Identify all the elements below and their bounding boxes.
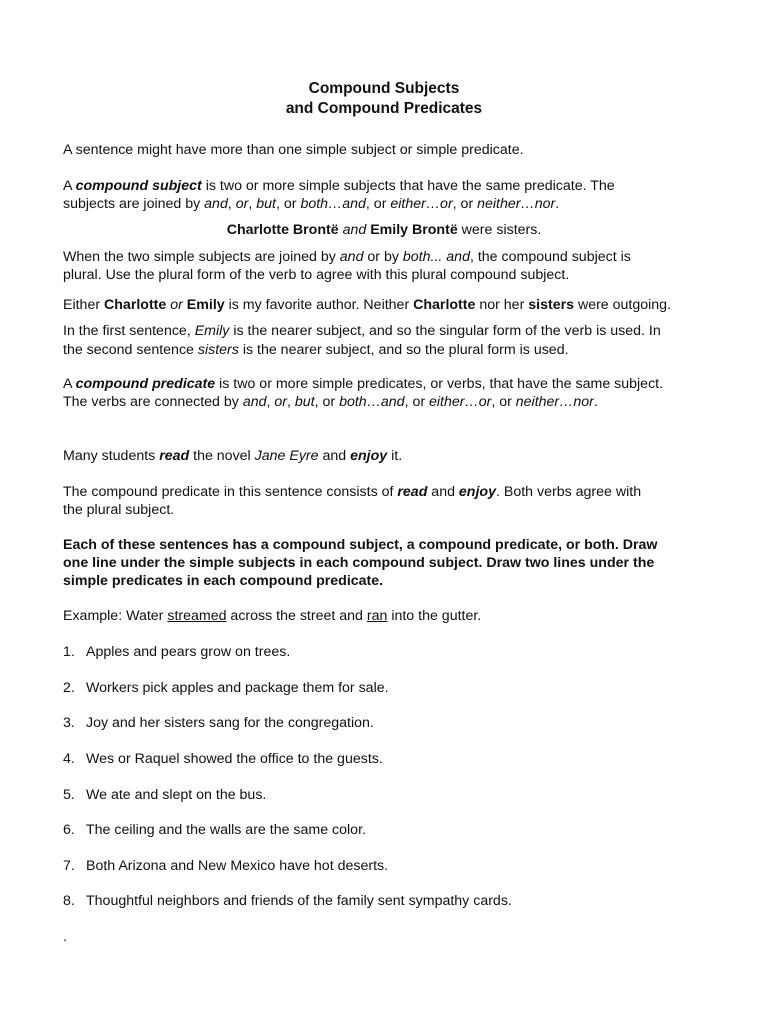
compound-subject-term: compound subject — [75, 178, 202, 194]
title-line-2: and Compound Predicates — [285, 100, 483, 117]
list-item: 5. We ate and slept on the bus. — [63, 787, 267, 803]
nearer-line-2: the second sentence sisters is the nearer subject, and so the plural form is used. — [63, 342, 569, 358]
example-sentence-either-neither: Either Charlotte or Emily is my favorite author. Neither Charlotte nor her sisters were outgoing. — [63, 297, 672, 313]
underlined-predicate: ran — [366, 608, 388, 624]
title-line-1: Compound Subjects — [308, 80, 460, 97]
compound-predicate-term: compound predicate — [75, 376, 216, 392]
instructions-line-1: Each of these sentences has a compound subject, a compound predicate, or both. Draw — [63, 537, 658, 553]
example-sentence-jane-eyre: Many students read the novel Jane Eyre and enjoy it. — [63, 448, 403, 464]
instructions-line-2: one line under the simple subjects in each compound subject. Draw two lines under the — [63, 555, 655, 571]
predicate-line-1: The compound predicate in this sentence consists of read and enjoy. Both verbs agree with — [63, 484, 642, 500]
example-sentence-sisters: Charlotte Brontë and Emily Brontë were sisters. — [226, 222, 542, 238]
list-item: 8. Thoughtful neighbors and friends of the family sent sympathy cards. — [63, 893, 512, 909]
list-item: 3. Joy and her sisters sang for the congregation. — [63, 715, 374, 731]
nearer-line-1: In the first sentence, Emily is the nearer subject, and so the singular form of the verb is used. In — [63, 323, 661, 339]
compound-subject-line-1: A compound subject is two or more simple subjects that have the same predicate. The — [63, 178, 615, 194]
instructions-line-3: simple predicates in each compound predicate. — [63, 573, 384, 589]
example-item: Example: Water streamed across the street and ran into the gutter. — [63, 608, 482, 624]
compound-predicate-line-1: A compound predicate is two or more simple predicates, or verbs, that have the same subject. — [63, 376, 664, 392]
compound-subject-line-2: subjects are joined by and, or, but, or both…and, or either…or, or neither…nor. — [63, 196, 560, 212]
compound-predicate-line-2: The verbs are connected by and, or, but, or both…and, or either…or, or neither…nor. — [63, 394, 598, 410]
intro-paragraph: A sentence might have more than one simple subject or simple predicate. — [63, 142, 524, 158]
list-item: 1. Apples and pears grow on trees. — [63, 644, 291, 660]
underlined-predicate: streamed — [167, 608, 227, 624]
plural-line-2: plural. Use the plural form of the verb to agree with this plural compound subject. — [63, 267, 570, 283]
trailing-mark: . — [63, 929, 67, 945]
list-item: 2. Workers pick apples and package them for sale. — [63, 680, 389, 696]
list-item: 7. Both Arizona and New Mexico have hot deserts. — [63, 858, 389, 874]
plural-line-1: When the two simple subjects are joined by and or by both... and, the compound subject is — [63, 249, 631, 265]
list-item: 4. Wes or Raquel showed the office to the guests. — [63, 751, 383, 767]
predicate-line-2: the plural subject. — [63, 502, 175, 518]
list-item: 6. The ceiling and the walls are the same color. — [63, 822, 366, 838]
